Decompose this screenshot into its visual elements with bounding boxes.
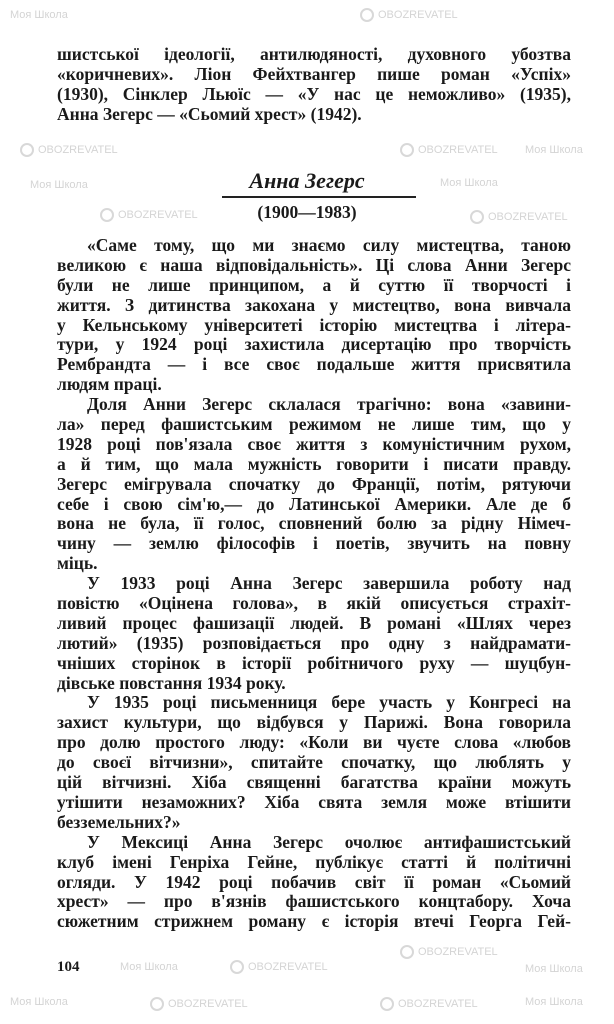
watermark-text: OBOZREVATEL bbox=[168, 998, 248, 1010]
paragraph bbox=[57, 236, 571, 395]
text-line: захист культури, що відбувся у Парижі. Вона говорила bbox=[57, 712, 571, 733]
watermark-text: Моя Школа bbox=[10, 9, 68, 21]
text-line: про долю простого люду: «Коли ви чуєте слова «любов bbox=[57, 732, 571, 753]
text-line: «коричневих». Ліон Фейхтвангер пише роман «Успіх» bbox=[57, 63, 571, 84]
text-line: Доля Анни Зегерс склалася трагічно: вона «завини- bbox=[87, 394, 571, 415]
watermark bbox=[400, 945, 498, 959]
watermark-logo-icon bbox=[400, 945, 414, 959]
text-line: хрест» — про в'язнів фашистського концтабору. Хоча bbox=[57, 891, 571, 912]
watermark-logo-icon bbox=[230, 960, 244, 974]
text-line: огляди. У 1942 році побачив світ її роман «Сьомий bbox=[57, 871, 571, 892]
text-line: У Мексиці Анна Зегерс очолює антифашистський bbox=[87, 831, 571, 852]
watermark-logo-icon bbox=[150, 997, 164, 1011]
paragraph bbox=[57, 693, 571, 832]
watermark bbox=[120, 960, 178, 974]
text-line: ла» перед фашистським режимом не лише тим, що у bbox=[57, 414, 571, 435]
watermark-text: OBOZREVATEL bbox=[398, 998, 478, 1010]
watermark-logo-icon bbox=[400, 143, 414, 157]
watermark bbox=[525, 962, 583, 976]
watermark-logo-icon bbox=[380, 997, 394, 1011]
text-line: утішити незаможних? Хіба свята земля може втішити bbox=[57, 791, 571, 812]
text-line: сюжетним стрижнем роману є історія втечі Георга Гей- bbox=[57, 911, 571, 932]
section-dates: (1900—1983) bbox=[257, 202, 357, 222]
watermark-text: OBOZREVATEL bbox=[418, 144, 498, 156]
text-line: У 1935 році письменниця бере участь у Конгресі на bbox=[87, 692, 571, 713]
watermark-text: Моя Школа bbox=[525, 963, 583, 975]
text-line: 1928 році пов'язала своє життя з комуністичним рухом, bbox=[57, 433, 571, 454]
watermark bbox=[150, 997, 248, 1011]
section-title: Анна Зегерс bbox=[249, 168, 365, 193]
watermark-text: OBOZREVATEL bbox=[378, 9, 458, 21]
text-line: дівське повстання 1934 року. bbox=[57, 672, 286, 693]
title-underline bbox=[222, 196, 416, 198]
text-line: себе і свою сім'ю,— до Латинської Америки. Але де б bbox=[57, 493, 571, 514]
watermark bbox=[360, 8, 458, 22]
watermark-text: Моя Школа bbox=[525, 144, 583, 156]
text-line: а й тим, що мала мужність говорити і писати правду. bbox=[57, 453, 571, 474]
text-line: Зегерс емігрувала спочатку до Франції, потім, рятуючи bbox=[57, 473, 571, 494]
watermark-logo-icon bbox=[360, 8, 374, 22]
watermark bbox=[10, 8, 68, 22]
watermark-logo-icon bbox=[20, 143, 34, 157]
text-line: великою є наша відповідальність». Ці слова Анни Зегерс bbox=[57, 254, 571, 275]
watermark bbox=[10, 995, 68, 1009]
text-line: у Кельнському університеті історію мистецтва і літера- bbox=[57, 314, 571, 335]
text-line: до своєї вітчизни», спитайте спочатку, що люблять у bbox=[57, 752, 571, 773]
watermark-text: OBOZREVATEL bbox=[118, 209, 198, 221]
paragraph bbox=[57, 395, 571, 574]
text-line: безземельних?» bbox=[57, 811, 181, 832]
watermark-text: OBOZREVATEL bbox=[38, 144, 118, 156]
text-line: людям праці. bbox=[57, 374, 162, 395]
text-line: лютий» (1935) розповідається про одну з найдрамати- bbox=[57, 632, 571, 653]
watermark-text: OBOZREVATEL bbox=[248, 961, 328, 973]
text-line: життя. З дитинства закохана у мистецтво, вона вивчала bbox=[57, 294, 571, 315]
watermark bbox=[400, 143, 498, 157]
text-line: У 1933 році Анна Зегерс завершила роботу над bbox=[87, 573, 571, 594]
text-line: Анна Зегерс — «Сьомий хрест» (1942). bbox=[57, 103, 362, 124]
paragraph bbox=[57, 833, 571, 932]
watermark bbox=[380, 997, 478, 1011]
text-line: повістю «Оцінена голова», в якій описується страхіт- bbox=[57, 593, 571, 614]
watermark bbox=[20, 143, 118, 157]
text-line: чніших сторінок в історії робітничого руху — шуцбун- bbox=[57, 652, 571, 673]
body-text bbox=[57, 236, 571, 932]
text-line: (1930), Сінклер Льюїс — «У нас це неможливо» (1935), bbox=[57, 83, 571, 104]
intro-text bbox=[57, 45, 571, 125]
text-line: «Саме тому, що ми знаємо силу мистецтва, таною bbox=[87, 235, 571, 255]
watermark-text: Моя Школа bbox=[30, 179, 88, 191]
text-line: Рембрандта — і все своє подальше життя присвятила bbox=[57, 354, 571, 375]
watermark-text: OBOZREVATEL bbox=[418, 946, 498, 958]
watermark-text: Моя Школа bbox=[440, 177, 498, 189]
text-line: тури, у 1924 році захистила дисертацію про творчість bbox=[57, 334, 571, 355]
watermark-text: Моя Школа bbox=[525, 996, 583, 1008]
watermark-text: Моя Школа bbox=[120, 961, 178, 973]
text-line: чину — землю філософів і поетів, звучить на повну bbox=[57, 533, 571, 554]
text-line: ливий процес фашизації людей. В романі «Шлях через bbox=[57, 612, 571, 633]
text-line: були не лише принципом, а й суттю її творчості і bbox=[57, 274, 571, 295]
text-line: шистської ідеології, антилюдяності, духовного убозтва bbox=[57, 44, 571, 64]
text-line: клуб імені Генріха Гейне, публікує статті й політичні bbox=[57, 851, 571, 872]
watermark-text: OBOZREVATEL bbox=[488, 211, 568, 223]
text-line: вона не була, її голос, сповнений болю за рідну Німеч- bbox=[57, 513, 571, 534]
watermark bbox=[230, 960, 328, 974]
watermark-text: Моя Школа bbox=[10, 996, 68, 1008]
watermark bbox=[525, 995, 583, 1009]
text-line: цій вітчизні. Хіба священні багатства країни можуть bbox=[57, 772, 571, 793]
text-line: міць. bbox=[57, 553, 98, 574]
watermark bbox=[525, 143, 583, 157]
page-number: 104 bbox=[57, 959, 80, 975]
paragraph bbox=[57, 574, 571, 693]
